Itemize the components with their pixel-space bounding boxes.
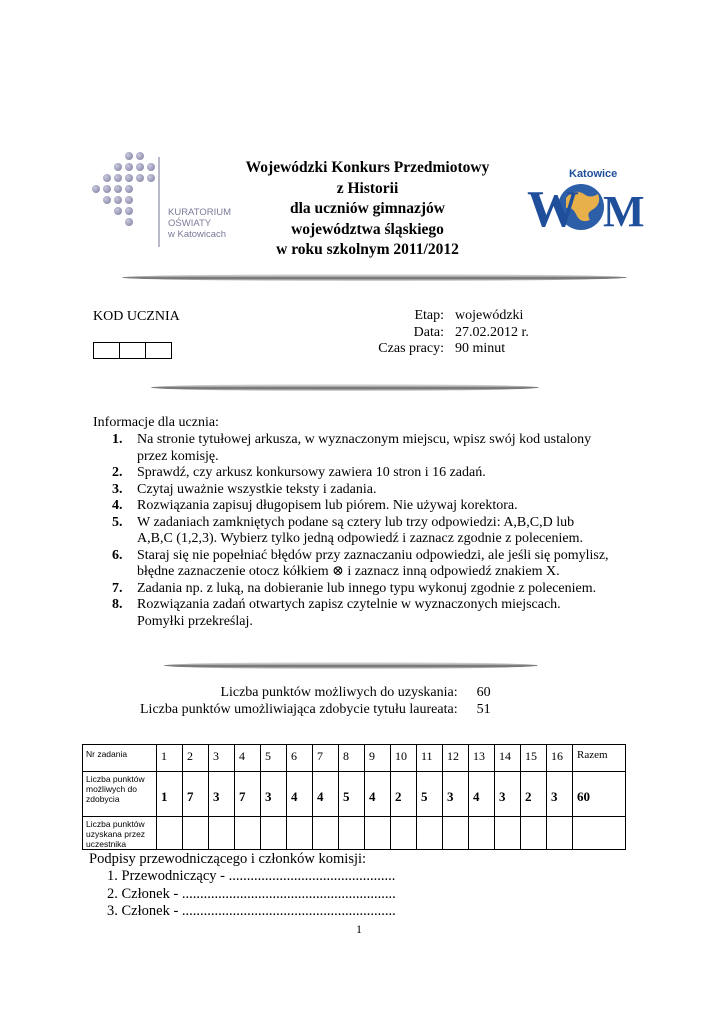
signature-line: 3. Członek - ........................................................... [107, 903, 396, 919]
info-item-text: Sprawdź, czy arkusz konkursowy zawiera 10 stron i 16 zadań. [137, 465, 486, 480]
info-item-number: 3. [112, 481, 123, 497]
earned-points-cell[interactable] [365, 817, 391, 850]
info-item [93, 515, 638, 548]
info-item-number: 5. [112, 514, 123, 530]
logo-dot [136, 174, 144, 182]
info-item [93, 548, 638, 581]
max-points-cell: 3 [261, 772, 287, 817]
logo-dot [136, 152, 144, 160]
earned-points-cell[interactable] [183, 817, 209, 850]
total-value-cell: 60 [573, 772, 626, 817]
info-item-text: Rozwiązania zadań otwartych zapisz czytelnie w wyznaczonych miejscach. [137, 597, 561, 612]
separator-line [151, 384, 539, 391]
max-points-cell: 2 [521, 772, 547, 817]
logo-dot [103, 196, 111, 204]
max-points-cell: 4 [287, 772, 313, 817]
info-item [93, 498, 638, 515]
signatures-list [107, 868, 396, 921]
earned-points-cell[interactable] [157, 817, 183, 850]
logo-dot [125, 174, 133, 182]
max-points-cell: 5 [417, 772, 443, 817]
score-table [82, 744, 626, 850]
max-points-cell: 4 [469, 772, 495, 817]
student-code-box[interactable] [145, 342, 172, 359]
task-number-cell: 2 [183, 745, 209, 772]
total-label-cell: Razem [573, 745, 626, 772]
separator-line [122, 274, 627, 281]
kuratorium-line: w Katowicach [168, 229, 227, 240]
info-item-number: 4. [112, 498, 123, 513]
info-item-number: 1. [112, 432, 123, 447]
title-line: dla uczniów gimnazjów [290, 200, 445, 217]
logo-dot [114, 185, 122, 193]
points-label: Liczba punktów możliwych do uzyskania: [220, 685, 458, 700]
logo-dot [125, 218, 133, 226]
task-number-cell: 16 [547, 745, 573, 772]
wom-logo-letter-m: M [603, 187, 645, 236]
task-number-cell: 12 [443, 745, 469, 772]
document-title [215, 158, 520, 261]
wom-logo [521, 160, 645, 242]
earned-points-cell[interactable] [287, 817, 313, 850]
student-code-box[interactable] [93, 342, 120, 359]
meta-value: 90 minut [455, 341, 506, 356]
earned-points-cell[interactable] [443, 817, 469, 850]
task-number-cell: 1 [157, 745, 183, 772]
task-number-cell: 14 [495, 745, 521, 772]
logo-dot [125, 163, 133, 171]
total-earned-cell[interactable] [573, 817, 626, 850]
logo-dot [125, 185, 133, 193]
task-number-cell: 13 [469, 745, 495, 772]
max-points-cell: 3 [495, 772, 521, 817]
task-number-cell: 11 [417, 745, 443, 772]
max-points-cell: 4 [313, 772, 339, 817]
meta-label: Czas pracy: [378, 341, 444, 356]
points-summary [140, 684, 491, 718]
wom-logo-letter-w: W [527, 181, 579, 238]
info-item-text: Staraj się nie popełniać błędów przy zaznaczaniu odpowiedzi, ale jeśli się pomylisz, [137, 547, 609, 563]
points-value: 60 [476, 685, 491, 700]
meta-label: Etap: [414, 308, 444, 323]
signature-line: 1. Przewodniczący - .............................................. [107, 868, 396, 884]
info-item [93, 597, 638, 630]
task-number-cell: 8 [339, 745, 365, 772]
task-number-cell: 10 [391, 745, 417, 772]
row-label: Nr zadania [83, 745, 157, 772]
student-code-label: KOD UCZNIA [93, 309, 180, 324]
max-points-cell: 7 [183, 772, 209, 817]
logo-dot [114, 174, 122, 182]
meta-value: 27.02.2012 r. [455, 324, 529, 340]
logo-dot [125, 152, 133, 160]
max-points-cell: 5 [339, 772, 365, 817]
meta-value: wojewódzki [455, 308, 524, 323]
logo-dot [136, 163, 144, 171]
title-line: z Historii [336, 179, 399, 197]
task-number-cell: 9 [365, 745, 391, 772]
row-label: Liczba punktów uzyskana przez uczestnika [83, 817, 157, 850]
max-points-cell: 3 [547, 772, 573, 817]
logo-divider [158, 157, 160, 247]
max-points-cell: 2 [391, 772, 417, 817]
max-points-cell: 3 [443, 772, 469, 817]
logo-dot [114, 196, 122, 204]
logo-dot [92, 185, 100, 193]
title-line: województwa śląskiego [291, 220, 444, 238]
page-number: 1 [356, 922, 362, 936]
earned-points-cell[interactable] [261, 817, 287, 850]
signature-line: 2. Członek - ........................................................... [107, 885, 396, 902]
info-item [93, 581, 638, 598]
title-line: w roku szkolnym 2011/2012 [276, 241, 459, 258]
meta-label: Data: [413, 324, 444, 340]
row-label: Liczba punktów możliwych do zdobycia [83, 772, 157, 817]
points-label: Liczba punktów umożliwiająca zdobycie tytułu laureata: [140, 702, 458, 717]
info-item-number: 7. [112, 580, 123, 596]
title-line: Wojewódzki Konkurs Przedmiotowy [245, 159, 490, 176]
max-points-cell: 3 [209, 772, 235, 817]
info-item-text: Zadania np. z luką, na dobieranie lub innego typu wykonuj zgodnie z poleceniem. [137, 580, 597, 596]
info-item-text: A,B,C (1,2,3). Wybierz tylko jedną odpowiedź i zaznacz zgodnie z poleceniem. [137, 531, 583, 546]
info-item [93, 432, 638, 465]
info-item-text: Na stronie tytułowej arkusza, w wyznaczonym miejscu, wpisz swój kod ustalony [137, 432, 592, 447]
kuratorium-line: KURATORIUM [168, 207, 231, 218]
info-item-text: Rozwiązania zapisuj długopisem lub piórem. Nie używaj korektora. [137, 498, 518, 513]
info-item-text: przez komisję. [137, 448, 219, 464]
info-item-text: W zadaniach zamkniętych podane są cztery lub trzy odpowiedzi: A,B,C,D lub [137, 514, 575, 530]
earned-points-cell[interactable] [469, 817, 495, 850]
earned-points-cell[interactable] [417, 817, 443, 850]
logo-dot [103, 174, 111, 182]
info-list [93, 432, 638, 630]
info-item-number: 6. [112, 547, 123, 563]
earned-points-cell[interactable] [313, 817, 339, 850]
earned-points-cell[interactable] [339, 817, 365, 850]
wom-logo-city: Katowice [569, 168, 618, 180]
logo-dot [125, 207, 133, 215]
earned-points-cell[interactable] [547, 817, 573, 850]
task-number-cell: 3 [209, 745, 235, 772]
info-item-text: Pomyłki przekreślaj. [137, 613, 253, 629]
task-number-cell: 7 [313, 745, 339, 772]
info-item [93, 482, 638, 499]
logo-dot [147, 163, 155, 171]
logo-dot [114, 207, 122, 215]
points-value: 51 [476, 702, 491, 717]
kuratorium-line: OŚWIATY [168, 218, 212, 229]
info-heading: Informacje dla ucznia: [93, 415, 219, 430]
student-code-box[interactable] [119, 342, 146, 359]
info-item-number: 8. [112, 597, 123, 612]
max-points-cell: 4 [365, 772, 391, 817]
logo-dot [103, 185, 111, 193]
max-points-cell: 7 [235, 772, 261, 817]
task-number-cell: 4 [235, 745, 261, 772]
info-item [93, 465, 638, 482]
task-number-cell: 5 [261, 745, 287, 772]
logo-dot [125, 196, 133, 204]
earned-points-cell[interactable] [495, 817, 521, 850]
info-item-text: Czytaj uważnie wszystkie teksty i zadania. [137, 481, 377, 497]
task-number-cell: 6 [287, 745, 313, 772]
exam-meta [355, 308, 529, 358]
max-points-cell: 1 [157, 772, 183, 817]
logo-dot [114, 163, 122, 171]
earned-points-cell[interactable] [235, 817, 261, 850]
signatures-heading: Podpisy przewodniczącego i członków komisji: [89, 851, 367, 867]
info-item-text: błędne zaznaczenie otocz kółkiem ⊗ i zaznacz inną odpowiedź znakiem X. [137, 564, 560, 579]
earned-points-cell[interactable] [521, 817, 547, 850]
student-code-boxes[interactable] [93, 342, 172, 359]
earned-points-cell[interactable] [209, 817, 235, 850]
info-item-number: 2. [112, 465, 123, 480]
logo-dot [147, 174, 155, 182]
task-number-cell: 15 [521, 745, 547, 772]
separator-line [164, 662, 538, 669]
earned-points-cell[interactable] [391, 817, 417, 850]
